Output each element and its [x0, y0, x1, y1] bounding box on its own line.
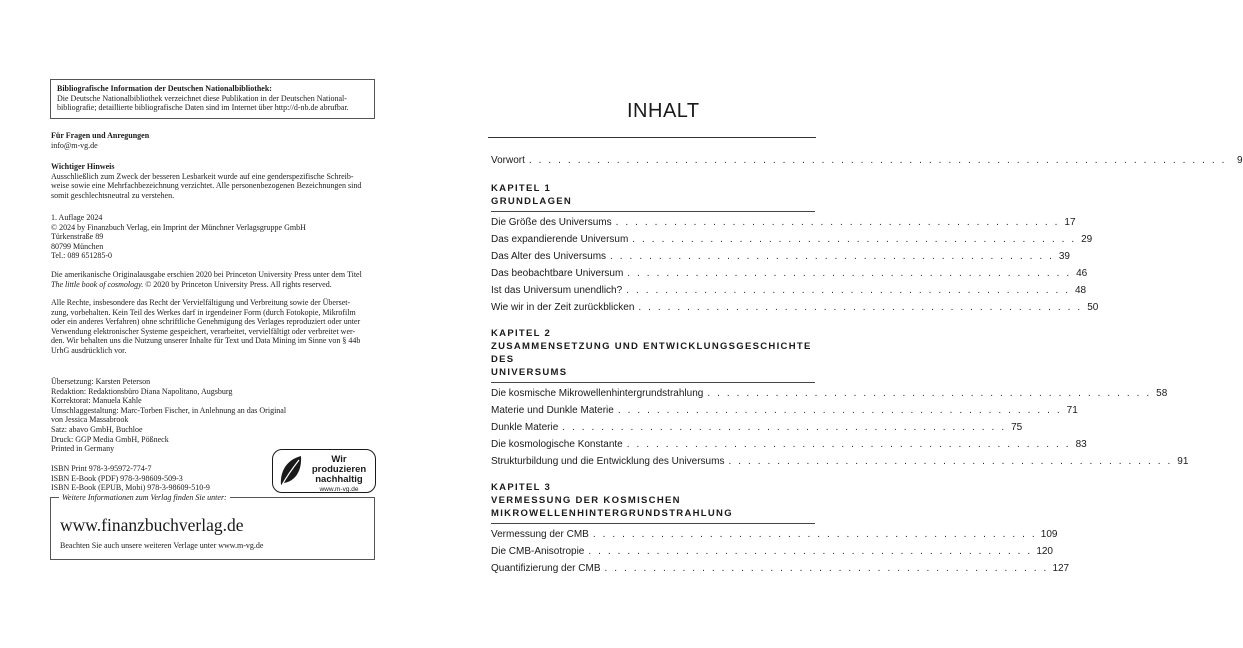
isbn-block	[51, 464, 281, 493]
toc-entry	[491, 248, 1070, 265]
isbn-pdf: ISBN E-Book (PDF) 978-3-98609-509-3	[51, 473, 183, 483]
toc-entry-label: Ist das Universum unendlich?	[491, 285, 623, 296]
toc-entry-page: 58	[1156, 388, 1168, 399]
toc-entry-page: 39	[1058, 251, 1070, 262]
publisher-url: www.finanzbuchverlag.de	[60, 515, 244, 535]
toc-entry-label: Vorwort	[491, 155, 525, 166]
toc-entry-page: 127	[1052, 563, 1070, 574]
contact-block	[51, 131, 381, 150]
toc-entry-page: 50	[1087, 302, 1099, 313]
toc-chapter-3	[491, 481, 1070, 577]
toc-entry	[491, 231, 1093, 248]
original-copyright: © 2020 by Princeton University Press. All rights reserved.	[143, 279, 332, 289]
chapter-title	[491, 195, 815, 212]
rights-line: zung, vorbehalten. Kein Teil des Werkes darf in irgendeiner Form (durch Fotokopie, Mikrofilm	[51, 307, 356, 317]
toc-entry-label: Vermessung der CMB	[491, 529, 589, 540]
toc-entry-label: Das beobachtbare Universum	[491, 268, 624, 279]
toc-leader-dots: . . . . . . . . . . . . . . . . . . . . . . . . . . . . . . . . . . . . . . . . . . . . . .	[617, 405, 1062, 416]
toc-entry	[491, 526, 1058, 543]
credit-cover-cont: von Jessica Massabrook	[51, 415, 129, 425]
original-line	[51, 280, 381, 290]
toc-chapter-1	[491, 182, 1099, 316]
toc-entry-label: Die Größe des Universums	[491, 217, 612, 228]
toc-leader-dots: . . . . . . . . . . . . . . . . . . . . . . . . . . . . . . . . . . . . . . . . . . . . . .	[627, 268, 1072, 279]
toc-leader-dots: . . . . . . . . . . . . . . . . . . . . . . . . . . . . . . . . . . . . . . . . . . . . . .	[604, 563, 1049, 574]
toc-entry-label: Dunkle Materie	[491, 422, 559, 433]
chapter-title-line: UNIVERSUMS	[491, 367, 568, 378]
credit-print: Druck: GGP Media GmbH, Pößneck	[51, 434, 169, 444]
toc-divider	[488, 137, 816, 138]
chapter-number: KAPITEL 2	[491, 328, 552, 339]
toc-entry	[491, 419, 1023, 436]
chapter-title-line: VERMESSUNG DER KOSMISCHEN	[491, 495, 681, 506]
toc-entry-label: Wie wir in der Zeit zurückblicken	[491, 302, 635, 313]
toc-chapter-2	[491, 327, 1189, 470]
toc-entry	[491, 385, 1168, 402]
badge-url: www.m-vg.de	[319, 486, 359, 493]
toc-leader-dots: . . . . . . . . . . . . . . . . . . . . . . . . . . . . . . . . . . . . . . . . . . . . . .	[707, 388, 1152, 399]
toc-entry-label: Strukturbildung und die Entwicklung des Universums	[491, 456, 725, 467]
toc-entry	[491, 402, 1078, 419]
toc-leader-dots: . . . . . . . . . . . . . . . . . . . . . . . . . . . . . . . . . . . . . . . . . . . . . .	[610, 251, 1054, 262]
toc-leader-dots: . . . . . . . . . . . . . . . . . . . . . . . . . . . . . . . . . . . . . . . . . . . . . .	[615, 217, 1060, 228]
toc-entry-label: Das expandierende Universum	[491, 234, 629, 245]
toc-entry-page: 71	[1066, 405, 1078, 416]
toc-leader-dots: . . . . . . . . . . . . . . . . . . . . . . . . . . . . . . . . . . . . . . . . . . . . . .	[626, 285, 1071, 296]
badge-line: Wir produzieren	[311, 454, 367, 475]
rights-line: Verwendung elektronischer Systeme gespeichert, verarbeitet, vervielfältigt oder verbreitet wer-	[51, 326, 356, 336]
chapter-title-line: GRUNDLAGEN	[491, 196, 573, 207]
chapter-number: KAPITEL 3	[491, 482, 552, 493]
toc-title: INHALT	[627, 100, 700, 122]
publisher-note: Beachten Sie auch unsere weiteren Verlage unter www.m-vg.de	[60, 541, 264, 550]
isbn-epub: ISBN E-Book (EPUB, Mobi) 978-3-98609-510-9	[51, 483, 210, 493]
toc-entry-label: Die kosmologische Konstante	[491, 439, 623, 450]
rights-line: Alle Rechte, insbesondere das Recht der Vervielfältigung und Verbreitung sowie der Überset-	[51, 298, 351, 307]
rights-line: UrhG ausdrücklich vor.	[51, 345, 127, 355]
chapter-title	[491, 340, 815, 383]
toc-entry	[491, 543, 1053, 560]
toc-entry-label: Quantifizierung der CMB	[491, 563, 601, 574]
notice-line: weise sowie eine Mehrfachbezeichnung verzichtet. Alle personenbezogenen Bezeichnungen sind	[51, 181, 362, 191]
notice-block	[51, 162, 381, 200]
isbn-print: ISBN Print 978-3-95972-774-7	[51, 464, 152, 473]
toc-entry	[491, 299, 1099, 316]
address-city: 80799 München	[51, 241, 104, 251]
bibliography-line: bibliografie; detaillierte bibliografische Daten sind im Internet über http://d-nb.de abrufbar.	[57, 103, 349, 113]
edition-line: 1. Auflage 2024	[51, 213, 103, 222]
toc-leader-dots: . . . . . . . . . . . . . . . . . . . . . . . . . . . . . . . . . . . . . . . . . . . . . .	[626, 439, 1071, 450]
toc-entry-page: 46	[1076, 268, 1088, 279]
toc-entry-page: 83	[1075, 439, 1087, 450]
toc-entry	[491, 436, 1087, 453]
rights-line: den. Wir behalten uns die Nutzung unserer Inhalte für Text und Data Mining im Sinne von § 44b	[51, 336, 361, 346]
toc-entry-label: Materie und Dunkle Materie	[491, 405, 614, 416]
toc-entry	[491, 214, 1076, 231]
toc-leader-dots: . . . . . . . . . . . . . . . . . . . . . . . . . . . . . . . . . . . . . . . . . . . . . .	[728, 456, 1173, 467]
toc-leader-dots: . . . . . . . . . . . . . . . . . . . . . . . . . . . . . . . . . . . . . . . . . . . . . . . . . . . . . . . . . . . . . . . . . . . . . . . .	[528, 155, 1227, 166]
toc-entry-page: 17	[1064, 217, 1076, 228]
leaf-icon	[278, 454, 304, 488]
contact-heading: Für Fragen und Anregungen	[51, 131, 150, 140]
toc-entry	[491, 265, 1088, 282]
rights-line: oder ein anderes Verfahren) ohne schriftliche Genehmigung des Verlages reproduziert oder unter	[51, 317, 361, 327]
toc-leader-dots: . . . . . . . . . . . . . . . . . . . . . . . . . . . . . . . . . . . . . . . . . . . . . .	[632, 234, 1077, 245]
credits-block	[51, 377, 381, 454]
credit-printed-in: Printed in Germany	[51, 444, 115, 454]
bibliography-heading: Bibliografische Information der Deutschen Nationalbibliothek:	[57, 84, 272, 93]
toc-entry-page: 48	[1075, 285, 1087, 296]
chapter-title	[491, 494, 815, 524]
toc-entry-page: 91	[1177, 456, 1189, 467]
bibliography-line: Die Deutsche Nationalbibliothek verzeichnet diese Publikation in der Deutschen National-	[57, 93, 347, 103]
credit-cover: Umschlaggestaltung: Marc-Torben Fischer, in Anlehnung an das Original	[51, 405, 287, 415]
original-title: The little book of cosmology.	[51, 279, 144, 289]
phone-line: Tel.: 089 651285-0	[51, 251, 112, 261]
toc-entry-page: 9	[1236, 155, 1243, 166]
table-of-contents	[491, 152, 1243, 588]
toc-leader-dots: . . . . . . . . . . . . . . . . . . . . . . . . . . . . . . . . . . . . . . . . . . . . . .	[638, 302, 1083, 313]
notice-heading: Wichtiger Hinweis	[51, 162, 115, 171]
badge-line: nachhaltig	[315, 474, 363, 485]
address-street: Türkenstraße 89	[51, 232, 104, 242]
toc-entry-label: Die CMB-Anisotropie	[491, 546, 585, 557]
publisher-legend: Weitere Informationen zum Verlag finden Sie unter:	[59, 492, 230, 503]
notice-line: somit geschlechtsneutral zu verstehen.	[51, 190, 175, 200]
toc-entry	[491, 453, 1189, 470]
toc-entry-label: Das Alter des Universums	[491, 251, 607, 262]
original-line: Die amerikanische Originalausgabe erschien 2020 bei Princeton University Press unter dem Titel	[51, 270, 362, 279]
chapter-title-line: ZUSAMMENSETZUNG UND ENTWICKLUNGSGESCHICHTE DES	[491, 341, 812, 365]
sustainability-badge	[272, 449, 376, 493]
chapter-number: KAPITEL 1	[491, 183, 552, 194]
credit-editing: Redaktion: Redaktionsbüro Diana Napolitano, Augsburg	[51, 386, 233, 396]
credit-proofreading: Korrektorat: Manuela Kahle	[51, 396, 142, 406]
rights-block	[51, 298, 381, 356]
toc-entry-page: 29	[1081, 234, 1093, 245]
toc-entry-page: 75	[1011, 422, 1023, 433]
toc-entry-preface	[491, 152, 1243, 169]
publisher-box	[50, 493, 375, 560]
toc-leader-dots: . . . . . . . . . . . . . . . . . . . . . . . . . . . . . . . . . . . . . . . . . . . . . .	[562, 422, 1007, 433]
contact-email: info@m-vg.de	[51, 140, 98, 150]
copyright-line: © 2024 by Finanzbuch Verlag, ein Imprint der Münchner Verlagsgruppe GmbH	[51, 222, 306, 232]
toc-leader-dots: . . . . . . . . . . . . . . . . . . . . . . . . . . . . . . . . . . . . . . . . . . . . . .	[588, 546, 1033, 557]
toc-entry-page: 109	[1040, 529, 1058, 540]
credit-typesetting: Satz: abavo GmbH, Buchloe	[51, 424, 143, 434]
toc-entry-page: 120	[1036, 546, 1053, 557]
bibliography-box	[50, 79, 375, 119]
edition-block	[51, 213, 381, 261]
credit-translation: Übersetzung: Karsten Peterson	[51, 377, 151, 386]
notice-line: Ausschließlich zum Zweck der besseren Lesbarkeit wurde auf eine genderspezifische Schreib-	[51, 171, 354, 181]
toc-entry-label: Die kosmische Mikrowellenhintergrundstrahlung	[491, 388, 704, 399]
original-edition-block	[51, 270, 381, 289]
toc-entry	[491, 560, 1070, 577]
toc-entry	[491, 282, 1087, 299]
toc-leader-dots: . . . . . . . . . . . . . . . . . . . . . . . . . . . . . . . . . . . . . . . . . . . . . .	[592, 529, 1037, 540]
chapter-title-line: MIKROWELLENHINTERGRUNDSTRAHLUNG	[491, 508, 733, 519]
